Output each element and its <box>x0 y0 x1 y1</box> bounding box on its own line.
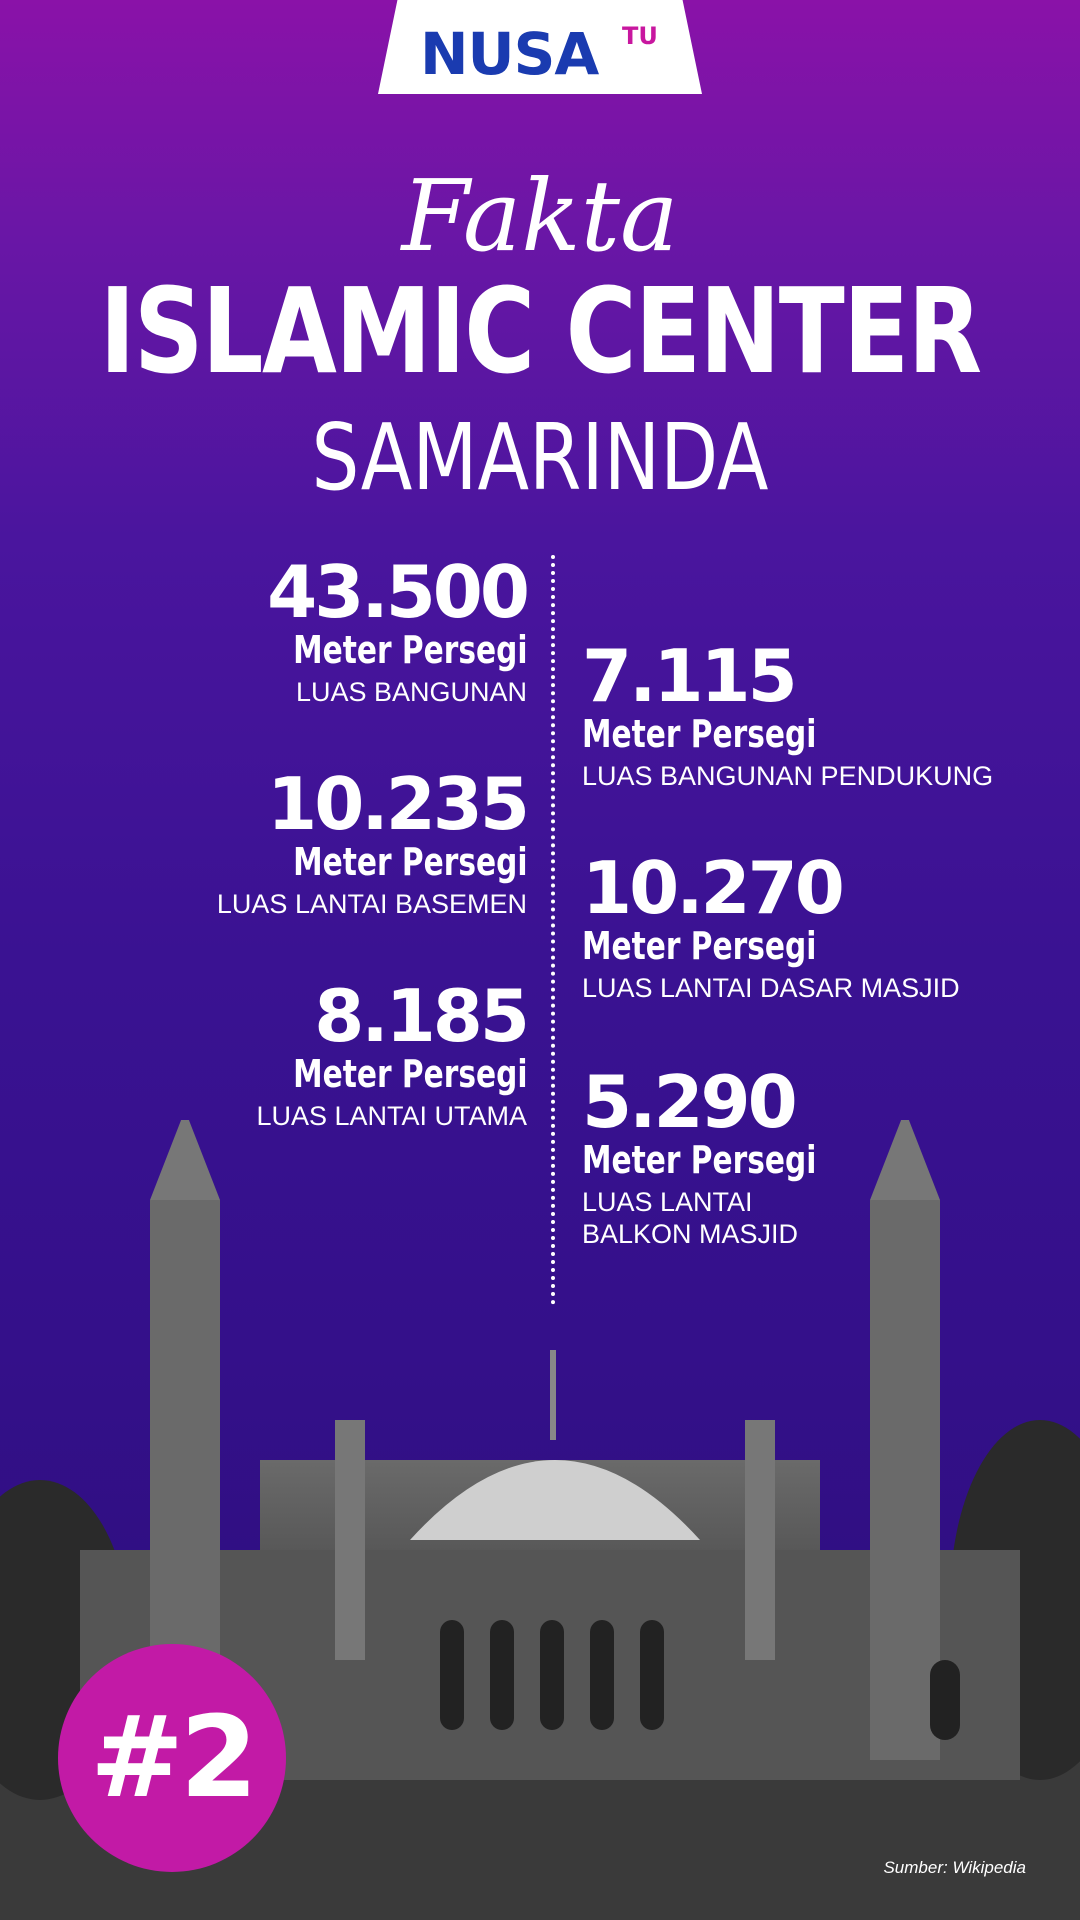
stat-unit: Meter Persegi <box>292 840 527 884</box>
stat-label: LUAS LANTAI DASAR MASJID <box>582 973 960 1003</box>
stat-value: 8.185 <box>314 974 527 1058</box>
badge-label: #2 <box>90 1693 254 1823</box>
stat-unit: Meter Persegi <box>292 628 527 672</box>
stat-bangunan-pendukung <box>582 634 1062 792</box>
stat-value: 7.115 <box>582 634 795 718</box>
stat-unit: Meter Persegi <box>582 712 817 756</box>
stat-unit: Meter Persegi <box>582 1138 817 1182</box>
logo <box>420 20 598 88</box>
logo-superscript: TU <box>622 22 658 50</box>
stat-lantai-utama <box>47 974 527 1132</box>
stat-basemen <box>47 762 527 920</box>
stat-label: LUAS LANTAI BASEMEN <box>216 889 527 919</box>
stat-label: LUAS BANGUNAN <box>295 677 527 707</box>
title-script: Fakta <box>401 160 679 274</box>
stat-unit: Meter Persegi <box>582 924 817 968</box>
page-title: ISLAMIC CENTER <box>99 262 981 400</box>
logo-text: NUSA <box>420 20 599 88</box>
stat-label-line: BALKON MASJID <box>582 1219 799 1249</box>
stat-label: LUAS BANGUNAN PENDUKUNG <box>582 761 994 791</box>
stat-value: 10.235 <box>267 762 527 846</box>
page-subtitle: SAMARINDA <box>311 404 769 511</box>
stat-label-line: LUAS LANTAI <box>582 1187 753 1217</box>
source-credit: Sumber: Wikipedia <box>883 1858 1026 1877</box>
stat-luas-bangunan <box>47 550 527 708</box>
stat-label: LUAS LANTAI UTAMA <box>256 1101 527 1131</box>
stat-unit: Meter Persegi <box>292 1052 527 1096</box>
number-badge <box>58 1644 286 1872</box>
stat-lantai-dasar <box>582 846 1062 1004</box>
stat-value: 5.290 <box>582 1060 795 1144</box>
stat-value: 10.270 <box>582 846 842 930</box>
stat-value: 43.500 <box>267 550 527 634</box>
